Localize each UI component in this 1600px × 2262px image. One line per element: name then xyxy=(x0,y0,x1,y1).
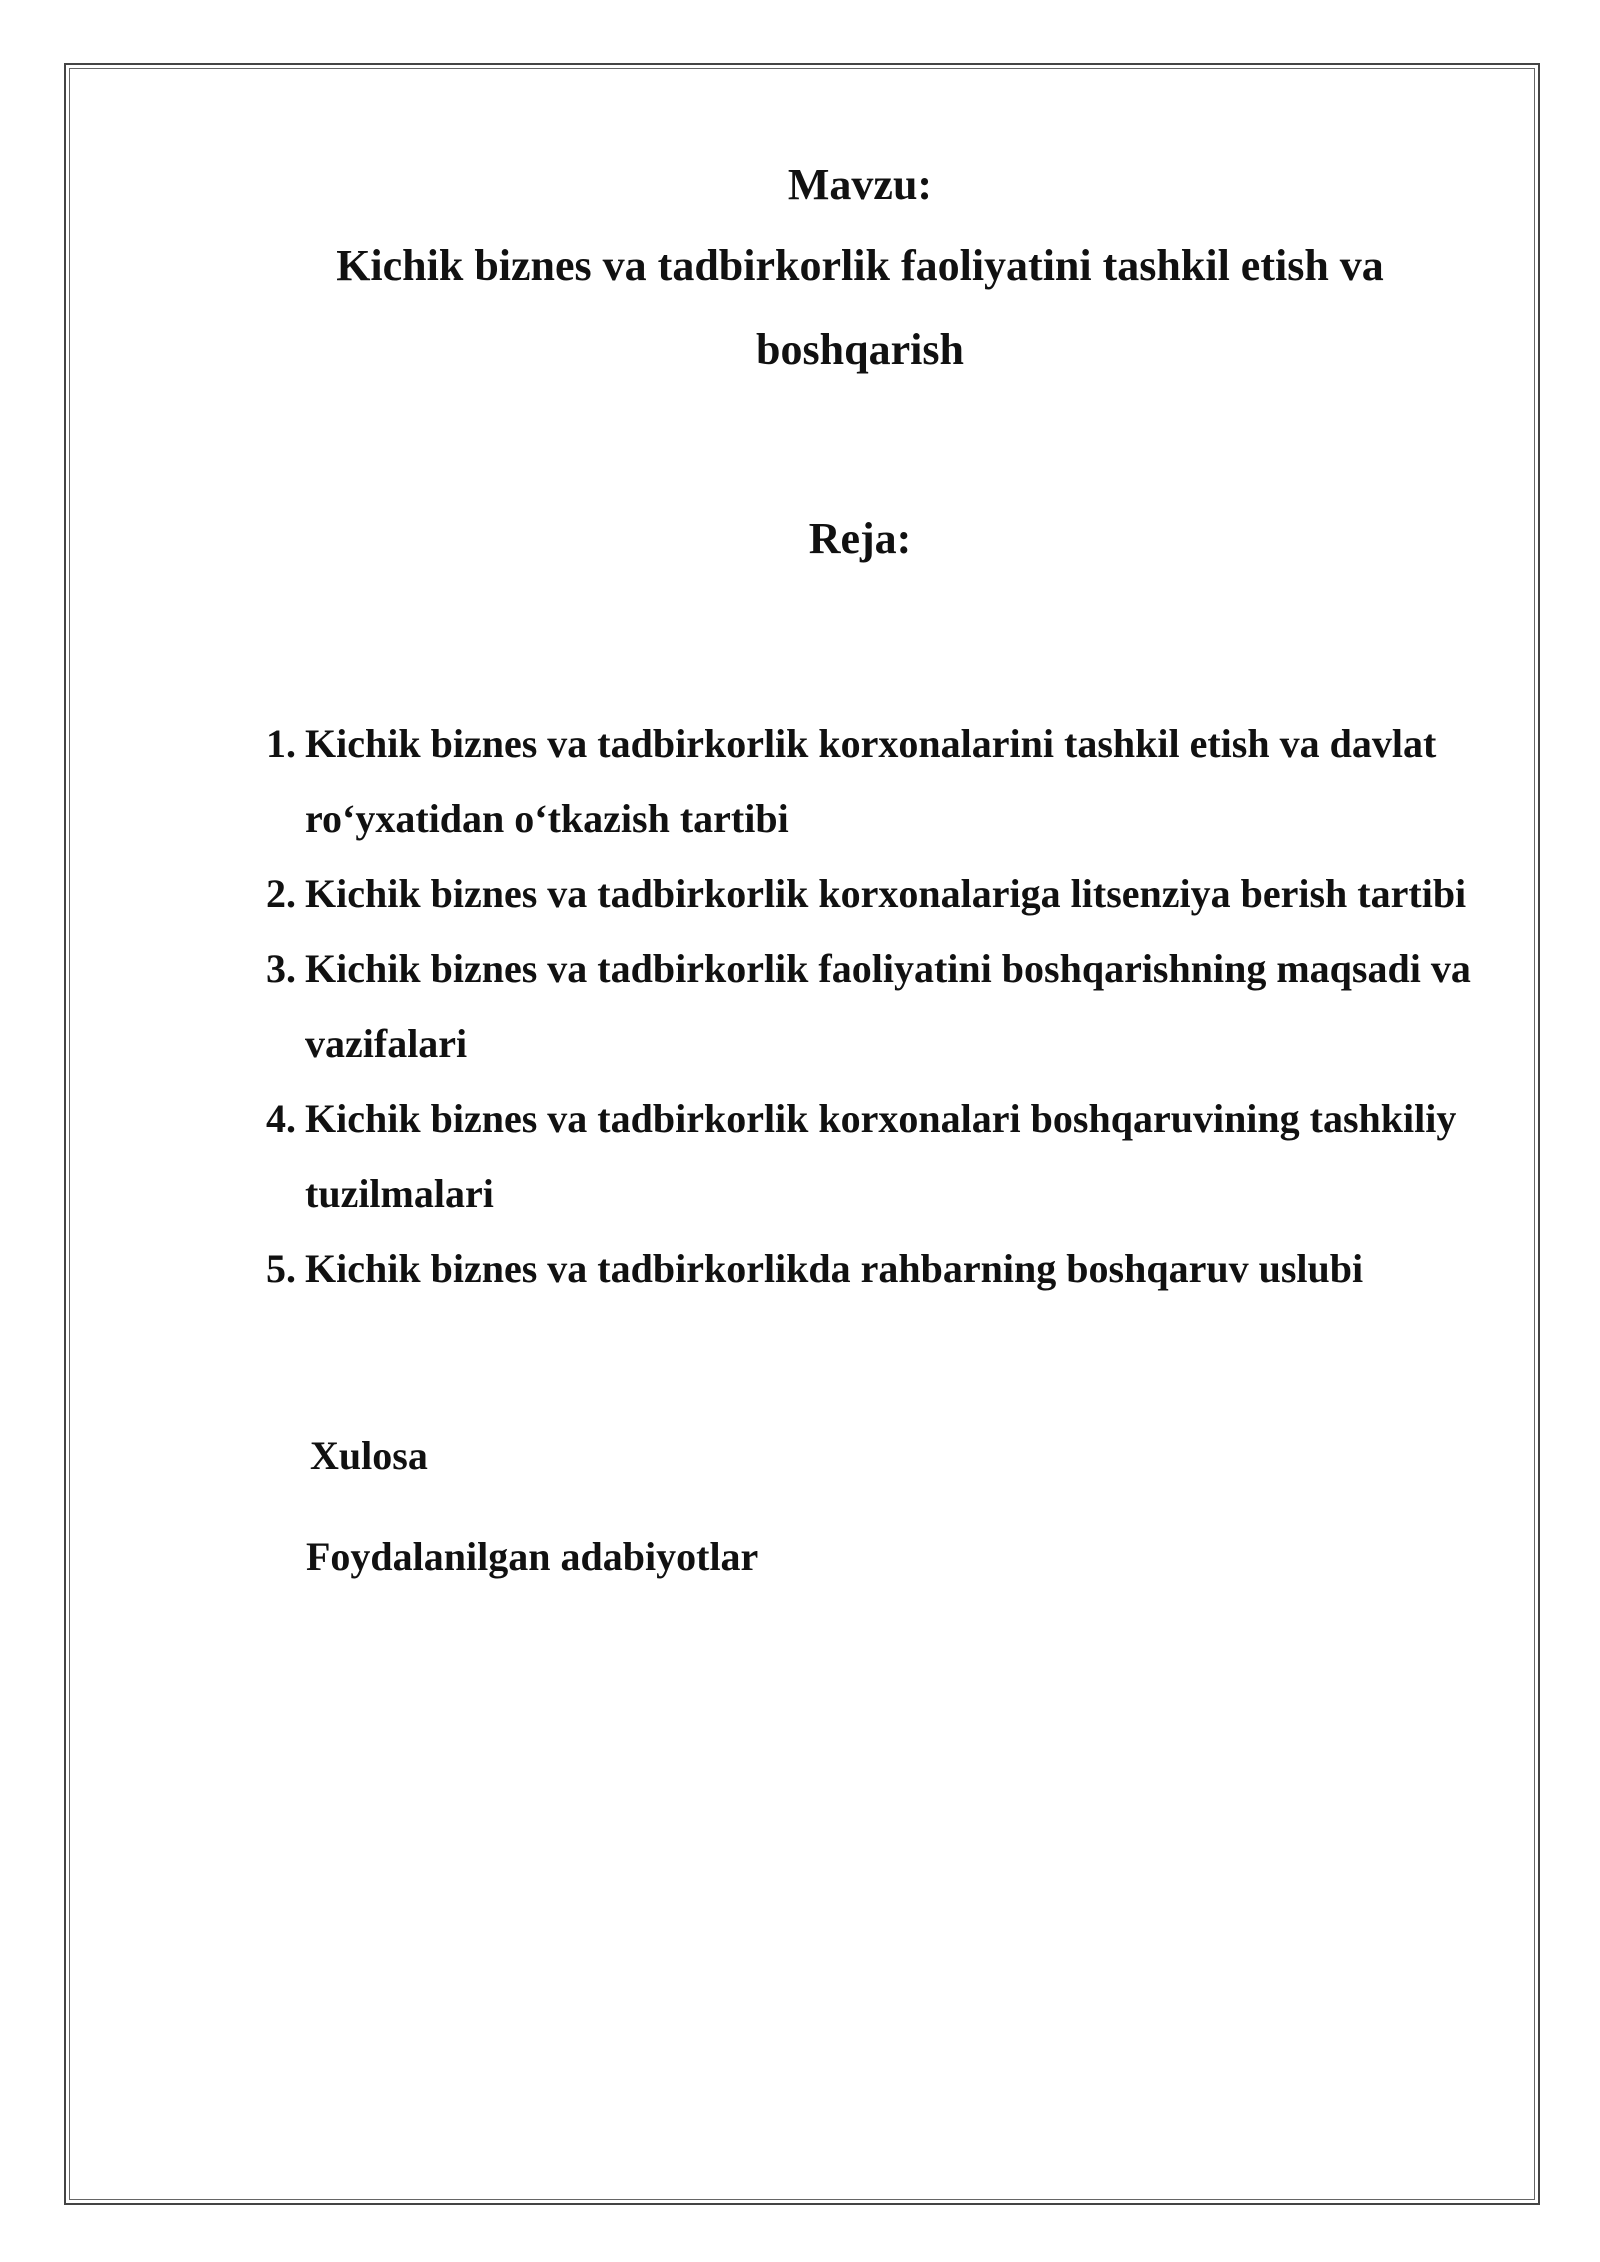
plan-label: Reja: xyxy=(808,514,912,563)
plan-item-1 xyxy=(266,706,1506,856)
plan-item-5 xyxy=(266,1231,1506,1306)
topic-title-line-1: Kichik biznes va tadbirkorlik faoliyatini tashkil etish va xyxy=(336,241,1384,290)
plan-item-3 xyxy=(266,931,1506,1081)
topic-title-line-2: boshqarish xyxy=(756,325,964,374)
plan-item-number: 4. xyxy=(266,1096,296,1141)
plan-item-number: 5. xyxy=(266,1246,296,1291)
plan-item-text: Kichik biznes va tadbirkorlik korxonalarini tashkil etish va davlat ro‘yxatidan o‘tkazish tartibi xyxy=(305,721,1437,841)
plan-item-4 xyxy=(266,1081,1506,1231)
plan-item-number: 1. xyxy=(266,721,296,766)
plan-item-text: Kichik biznes va tadbirkorlik korxonalariga litsenziya berish tartibi xyxy=(305,871,1467,916)
plan-item-text: Kichik biznes va tadbirkorlikda rahbarning boshqaruv uslubi xyxy=(305,1246,1364,1291)
plan-item-number: 2. xyxy=(266,871,296,916)
topic-title xyxy=(150,224,1570,392)
plan-item-text: Kichik biznes va tadbirkorlik korxonalari boshqaruvining tashkiliy tuzilmalari xyxy=(305,1096,1457,1216)
plan-item-text: Kichik biznes va tadbirkorlik faoliyatini boshqarishning maqsadi va vazifalari xyxy=(305,946,1471,1066)
plan-item-number: 3. xyxy=(266,946,296,991)
topic-label: Mavzu: xyxy=(787,160,933,209)
references-heading: Foydalanilgan adabiyotlar xyxy=(306,1534,759,1579)
plan-list xyxy=(266,706,1506,1306)
conclusion-heading: Xulosa xyxy=(310,1433,428,1478)
plan-item-2 xyxy=(266,856,1506,931)
